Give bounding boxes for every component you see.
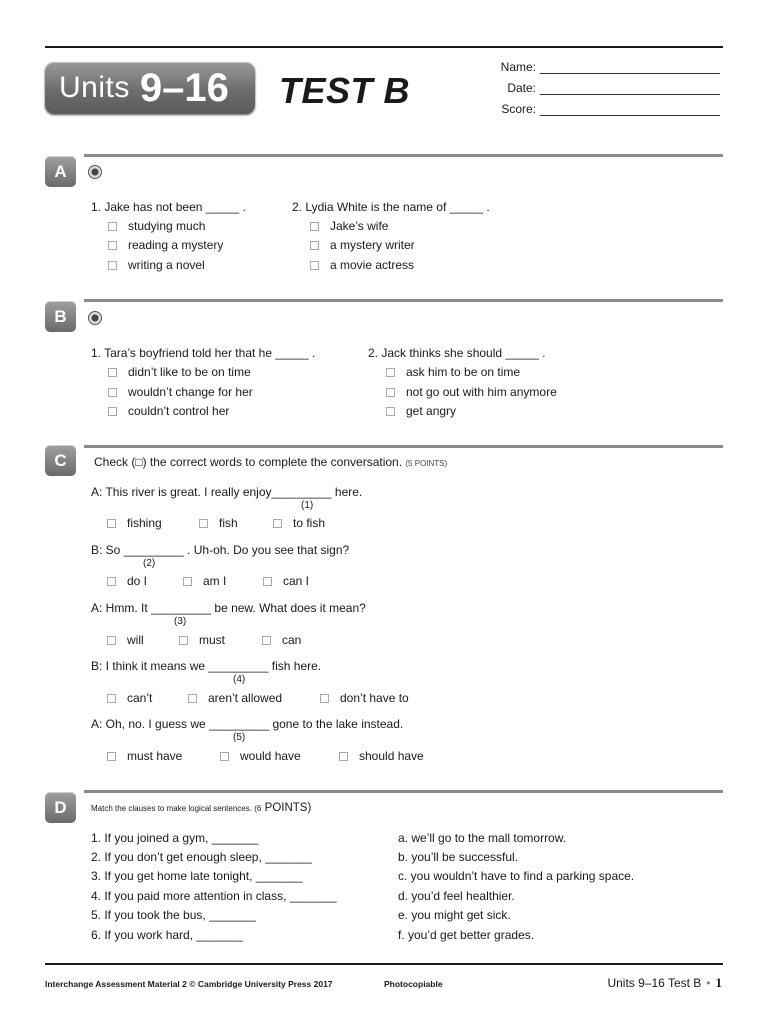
option-label: couldn’t control her [128, 404, 230, 418]
c2-option-1[interactable] [107, 574, 147, 588]
option-label: didn’t like to be on time [128, 365, 251, 379]
audio-icon[interactable] [88, 311, 102, 325]
test-title: TEST B [279, 70, 411, 111]
checkbox-icon[interactable] [179, 636, 188, 645]
c4-option-1[interactable] [107, 691, 152, 705]
section-a-badge: A [45, 156, 76, 187]
a-q2-option-3[interactable] [310, 258, 414, 272]
points-label: (5 POINTS) [405, 459, 448, 468]
option-label: would have [240, 749, 301, 763]
option-label: am I [203, 574, 227, 588]
checkbox-icon[interactable] [108, 222, 117, 231]
c1-option-2[interactable] [199, 516, 238, 530]
c-num-1: (1) [301, 500, 314, 511]
points-label: POINTS) [264, 802, 312, 814]
option-label: a movie actress [330, 258, 415, 272]
option-label: ask him to be on time [406, 365, 521, 379]
page-number: 1 [715, 975, 722, 990]
score-label: Score: [501, 102, 536, 116]
section-c-badge: C [45, 445, 76, 476]
option-label: should have [359, 749, 424, 763]
c-num-4: (4) [233, 674, 246, 685]
units-badge [45, 62, 255, 114]
instruction-text: Match the clauses to make logical sentences. (6 [91, 804, 262, 813]
b-q1-stem: 1. Tara’s boyfriend told her that he _____ . [91, 346, 316, 360]
checkbox-icon[interactable] [107, 519, 116, 528]
section-c-instruction [94, 455, 447, 469]
checkbox-icon[interactable] [107, 752, 116, 761]
option-label: not go out with him anymore [406, 385, 557, 399]
checkbox-icon[interactable] [310, 261, 319, 270]
b-q2-stem: 2. Jack thinks she should _____ . [368, 346, 546, 360]
checkbox-icon[interactable] [320, 694, 329, 703]
c-line-5: A: Oh, no. I guess we _________ gone to the lake instead. [91, 717, 404, 731]
section-b-badge: B [45, 301, 76, 332]
checkbox-icon[interactable] [183, 577, 192, 586]
d-clause-2: 2. If you don’t get enough sleep, _______ [91, 850, 312, 864]
c-line-3: A: Hmm. It _________ be new. What does it mean? [91, 601, 366, 615]
option-label: can’t [127, 691, 153, 705]
c-line-1: A: This river is great. I really enjoy_________ here. [91, 485, 363, 499]
d-ending-b: b. you’ll be successful. [398, 850, 519, 864]
d-clause-5: 5. If you took the bus, _______ [91, 908, 256, 922]
checkbox-icon[interactable] [107, 694, 116, 703]
checkbox-icon[interactable] [108, 261, 117, 270]
instruction-text: Check (□) the correct words to complete the conversation. [94, 455, 403, 469]
b-q2-option-1[interactable] [386, 365, 520, 379]
option-label: Jake’s wife [330, 219, 389, 233]
checkbox-icon[interactable] [310, 222, 319, 231]
checkbox-icon[interactable] [108, 407, 117, 416]
option-label: a mystery writer [330, 238, 415, 252]
top-rule [45, 46, 723, 48]
c2-option-2[interactable] [183, 574, 226, 588]
c5-option-3[interactable] [339, 749, 424, 763]
score-field[interactable] [470, 102, 720, 116]
option-label: studying much [128, 219, 206, 233]
checkbox-icon[interactable] [199, 519, 208, 528]
bullet: • [706, 976, 711, 990]
c-num-3: (3) [174, 616, 187, 627]
c5-option-1[interactable] [107, 749, 182, 763]
option-label: get angry [406, 404, 457, 418]
option-label: fishing [127, 516, 162, 530]
checkbox-icon[interactable] [386, 407, 395, 416]
b-q1-option-2[interactable] [108, 385, 253, 399]
option-label: will [127, 633, 144, 647]
checkbox-icon[interactable] [263, 577, 272, 586]
audio-icon[interactable] [88, 165, 102, 179]
a-q1-option-1[interactable] [108, 219, 205, 233]
c3-option-2[interactable] [179, 633, 225, 647]
name-label: Name: [500, 60, 536, 74]
section-a-rule [84, 154, 723, 157]
checkbox-icon[interactable] [107, 636, 116, 645]
checkbox-icon[interactable] [262, 636, 271, 645]
d-ending-e: e. you might get sick. [398, 908, 511, 922]
c4-option-2[interactable] [188, 691, 282, 705]
checkbox-icon[interactable] [386, 388, 395, 397]
d-ending-c: c. you wouldn’t have to find a parking space. [398, 869, 635, 883]
d-ending-f: f. you’d get better grades. [398, 928, 535, 942]
c5-option-2[interactable] [220, 749, 301, 763]
option-label: don’t have to [340, 691, 409, 705]
option-label: reading a mystery [128, 238, 224, 252]
option-label: do I [127, 574, 148, 588]
section-b-rule [84, 299, 723, 302]
option-label: wouldn’t change for her [128, 385, 253, 399]
footer-photocopiable: Photocopiable [384, 979, 443, 989]
c-line-2: B: So _________ . Uh-oh. Do you see that sign? [91, 543, 350, 557]
c-num-2: (2) [143, 558, 156, 569]
c2-option-3[interactable] [263, 574, 309, 588]
option-label: fish [219, 516, 238, 530]
section-c-rule [84, 445, 723, 448]
option-label: must [199, 633, 226, 647]
checkbox-icon[interactable] [386, 368, 395, 377]
c4-option-3[interactable] [320, 691, 409, 705]
date-field[interactable] [470, 81, 720, 95]
score-line[interactable] [540, 104, 720, 116]
checkbox-icon[interactable] [108, 388, 117, 397]
option-label: to fish [293, 516, 326, 530]
option-label: writing a novel [128, 258, 205, 272]
d-clause-1: 1. If you joined a gym, _______ [91, 831, 259, 845]
a-q2-stem: 2. Lydia White is the name of _____ . [292, 200, 490, 214]
name-line[interactable] [540, 62, 720, 74]
footer-page-label [607, 975, 722, 991]
page-label: Units 9–16 Test B [607, 976, 702, 990]
c3-option-3[interactable] [262, 633, 301, 647]
a-q1-option-2[interactable] [108, 238, 223, 252]
checkbox-icon[interactable] [273, 519, 282, 528]
footer-rule [45, 963, 723, 965]
d-clause-3: 3. If you get home late tonight, _______ [91, 869, 303, 883]
b-q2-option-2[interactable] [386, 385, 557, 399]
section-d-rule [84, 790, 723, 793]
c1-option-3[interactable] [273, 516, 325, 530]
b-q1-option-3[interactable] [108, 404, 229, 418]
option-label: must have [127, 749, 183, 763]
section-d-instruction [91, 800, 311, 814]
units-word: Units [59, 71, 130, 104]
a-q2-option-1[interactable] [310, 219, 388, 233]
c-num-5: (5) [233, 732, 246, 743]
section-d-badge: D [45, 792, 76, 823]
a-q2-option-2[interactable] [310, 238, 415, 252]
units-range: 9–16 [139, 65, 229, 110]
checkbox-icon[interactable] [188, 694, 197, 703]
c1-option-1[interactable] [107, 516, 162, 530]
c-line-4: B: I think it means we _________ fish here. [91, 659, 322, 673]
footer-publisher: Interchange Assessment Material 2 © Cambridge University Press 2017 [45, 979, 333, 989]
a-q1-stem: 1. Jake has not been _____ . [91, 200, 246, 214]
date-line[interactable] [540, 83, 720, 95]
checkbox-icon[interactable] [310, 241, 319, 250]
d-ending-a: a. we’ll go to the mall tomorrow. [398, 831, 567, 845]
option-label: can [282, 633, 302, 647]
b-q1-option-1[interactable] [108, 365, 251, 379]
d-ending-d: d. you’d feel healthier. [398, 889, 515, 903]
checkbox-icon[interactable] [339, 752, 348, 761]
c3-option-1[interactable] [107, 633, 144, 647]
checkbox-icon[interactable] [220, 752, 229, 761]
checkbox-icon[interactable] [108, 368, 117, 377]
a-q1-option-3[interactable] [108, 258, 205, 272]
b-q2-option-3[interactable] [386, 404, 456, 418]
date-label: Date: [507, 81, 536, 95]
d-clause-4: 4. If you paid more attention in class, _______ [91, 889, 337, 903]
name-field[interactable] [470, 60, 720, 74]
option-label: aren’t allowed [208, 691, 283, 705]
checkbox-icon[interactable] [107, 577, 116, 586]
option-label: can I [283, 574, 310, 588]
checkbox-icon[interactable] [108, 241, 117, 250]
d-clause-6: 6. If you work hard, _______ [91, 928, 244, 942]
